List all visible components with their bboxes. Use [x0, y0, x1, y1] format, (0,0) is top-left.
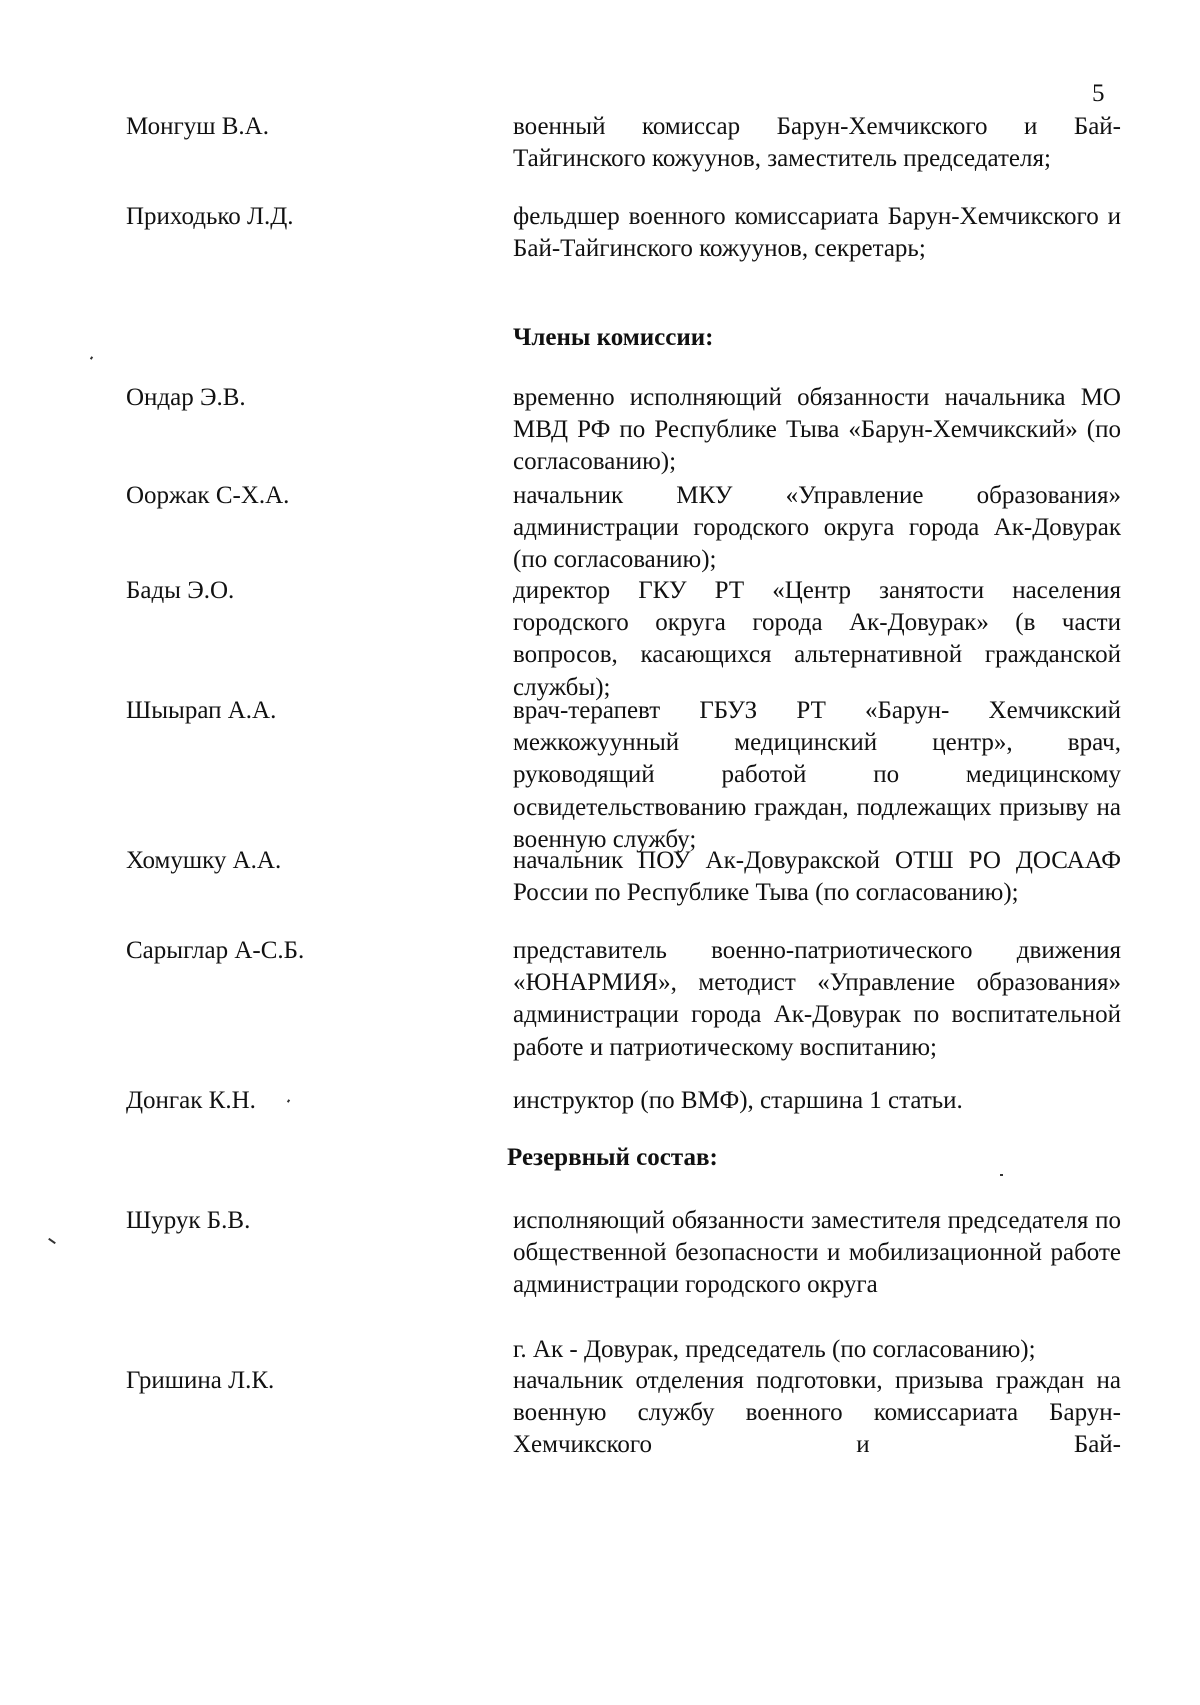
- person-name: Приходько Л.Д.: [126, 203, 294, 230]
- reserve-heading: Резервный состав:: [507, 1144, 718, 1171]
- person-role: представитель военно-патриотического движения «ЮНАРМИЯ», методист «Управление образования» администрации города Ак-Довурак по воспитательной работе и патриотическому воспитанию;: [513, 937, 1121, 1061]
- person-name: Гришина Л.К.: [126, 1367, 275, 1394]
- person-role: военный комиссар Барун-Хемчикского и Бай-Тайгинского кожуунов, заместитель председателя;: [513, 113, 1121, 173]
- person-role-continuation: г. Ак - Довурак, председатель (по согласованию);: [513, 1336, 1036, 1363]
- person-name: Ондар Э.В.: [126, 384, 246, 411]
- person-name: Хомушку А.А.: [126, 847, 282, 874]
- scan-speck: [287, 1099, 290, 1103]
- person-name: Бады Э.О.: [126, 577, 235, 604]
- person-name: Шурук Б.В.: [126, 1207, 251, 1234]
- person-name: Ооржак С-Х.А.: [126, 482, 290, 509]
- members-heading: Члены комиссии:: [513, 324, 714, 351]
- scan-speck: [48, 1238, 56, 1244]
- person-role: врач-терапевт ГБУЗ РТ «Барун- Хемчикский межкожуунный медицинский центр», врач, руководящий работой по медицинскому освидетельствованию граждан, подлежащих призыву на военную службу;: [513, 697, 1121, 853]
- person-name: Донгак К.Н.: [126, 1087, 256, 1114]
- person-role: начальник ПОУ Ак-Довуракской ОТШ РО ДОСААФ России по Республике Тыва (по согласованию);: [513, 847, 1121, 907]
- person-role: начальник отделения подготовки, призыва граждан на военную службу военного комиссариата Барун-Хемчикского и Бай-: [513, 1367, 1121, 1459]
- person-role: исполняющий обязанности заместителя председателя по общественной безопасности и мобилизационной работе администрации городского округа: [513, 1207, 1121, 1299]
- person-name: Монгуш В.А.: [126, 113, 269, 140]
- person-name: Сарыглар А-С.Б.: [126, 937, 305, 964]
- scan-speck: [1000, 1174, 1003, 1176]
- person-role: фельдшер военного комиссариата Барун-Хемчикского и Бай-Тайгинского кожуунов, секретарь;: [513, 203, 1121, 263]
- scan-speck: [90, 356, 93, 360]
- person-role: начальник МКУ «Управление образования» администрации городского округа города Ак-Довурак (по согласованию);: [513, 482, 1121, 574]
- person-role: временно исполняющий обязанности начальника МО МВД РФ по Республике Тыва «Барун-Хемчикский» (по согласованию);: [513, 384, 1121, 476]
- person-name: Шыырап А.А.: [126, 697, 277, 724]
- person-role: директор ГКУ РТ «Центр занятости населения городского округа города Ак-Довурак» (в части вопросов, касающихся альтернативной гражданской службы);: [513, 577, 1121, 701]
- page-number: 5: [1092, 80, 1105, 107]
- person-role: инструктор (по ВМФ), старшина 1 статьи.: [513, 1087, 963, 1114]
